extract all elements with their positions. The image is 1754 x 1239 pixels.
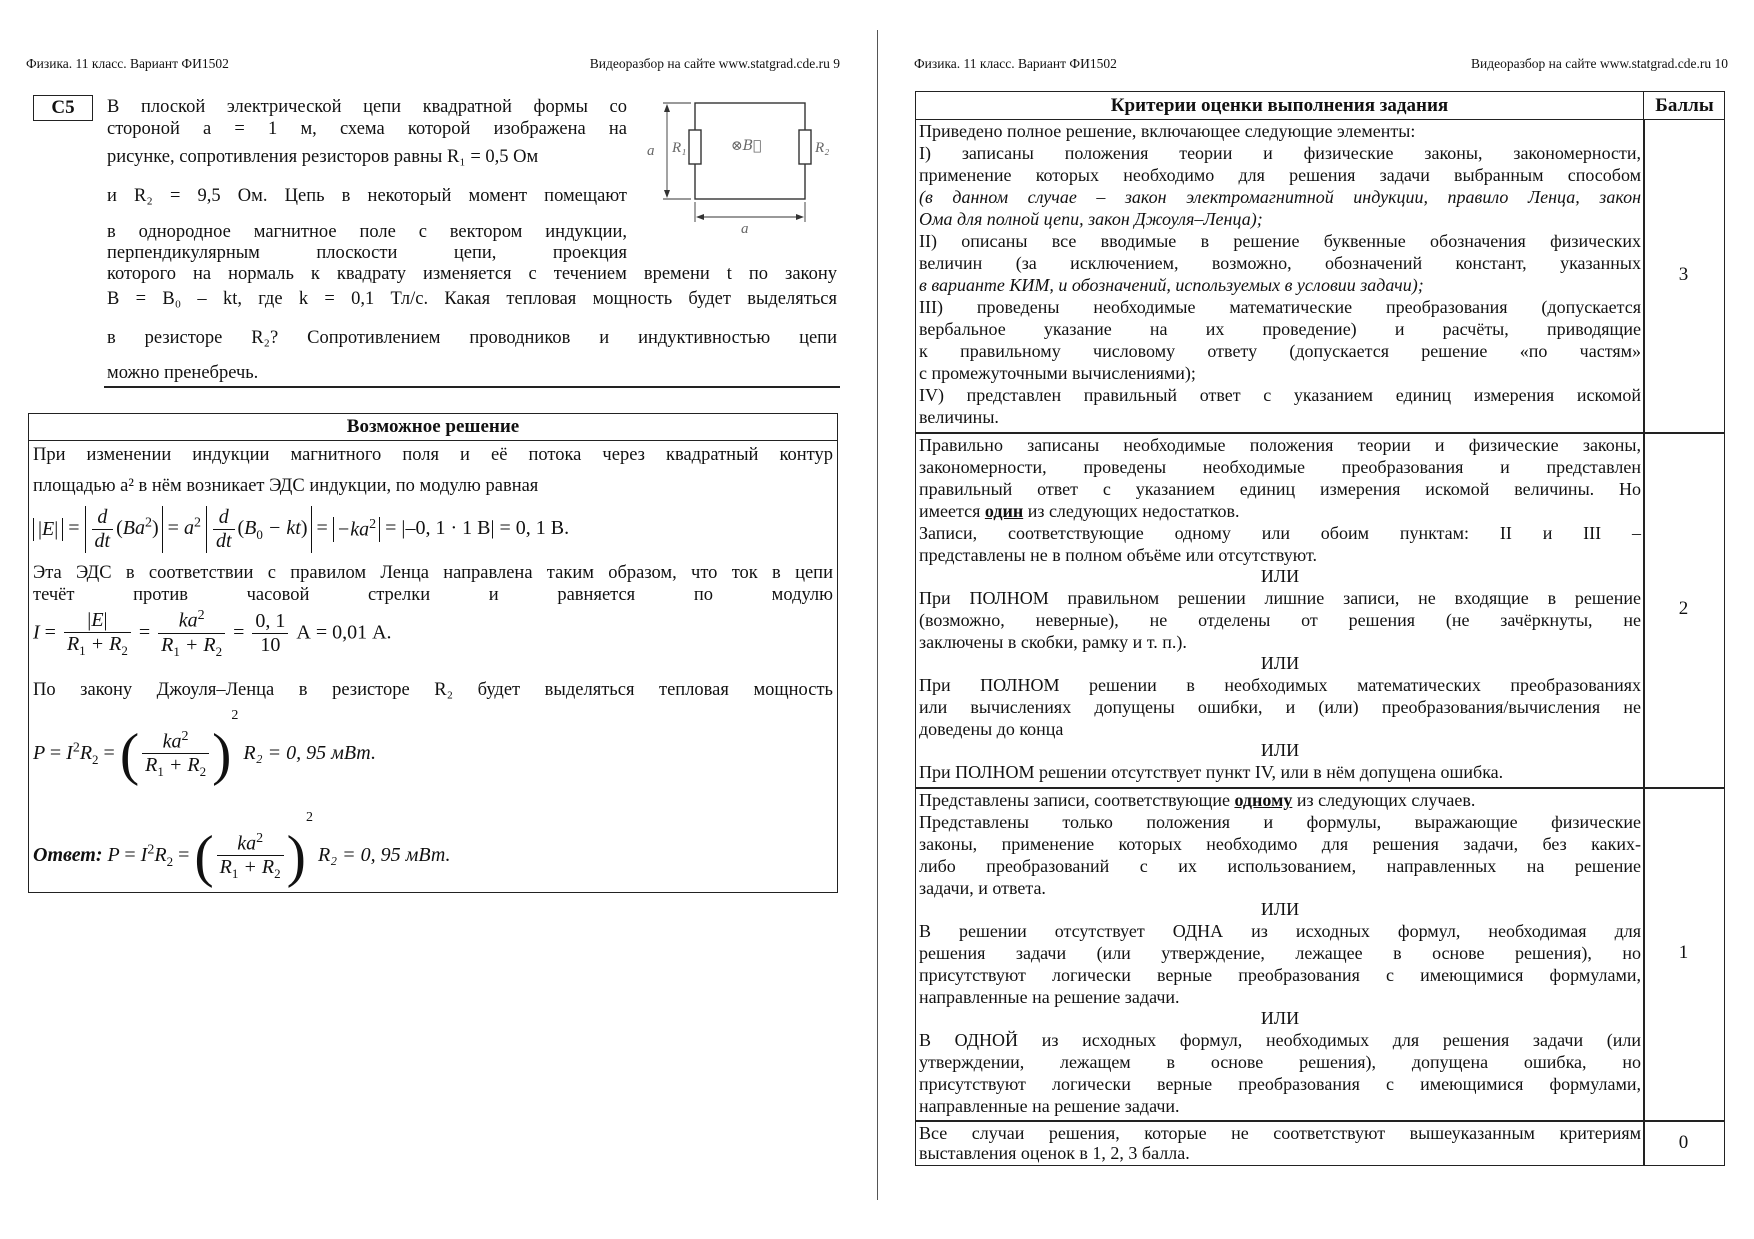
power-formula: $P = I^2R_2$ = ( $\frac{ka^2}{R_1 + R_2}$ )$^2$ R₂ = 0, 95 мВт. [33, 708, 376, 787]
answer-formula: Ответ: $P = I^2R_2$ = ( $\frac{ka^2}{R_1 + R_2}$ )$^2$ R₂ = 0, 95 мВт. [33, 810, 451, 889]
row-divider [916, 432, 1724, 434]
criteria-row-2-line: При ПОЛНОМ решении отсутствует пункт IV, или в нём допущена ошибка. [919, 762, 1504, 782]
emf-result: = |–0, 1 · 1 В| = 0, 1 В. [385, 517, 570, 540]
criteria-row-2-line: заключены в скобки, рамку и т. п.). [919, 632, 1187, 652]
solution-line-5: По закону Джоуля–Ленца в резисторе R₂ будет выделяться тепловая мощность [33, 680, 833, 700]
criteria-row-2-line: доведены до конца [919, 719, 1064, 739]
criteria-row-3-line: III) проведены необходимые математические преобразования (допускается [919, 297, 1641, 317]
solution-line-2: площадью a² в нём возникает ЭДС индукции, по модулю равная [33, 476, 539, 496]
criteria-row-1-line: В решении отсутствует ОДНА из исходных формул, необходимая для [919, 921, 1641, 941]
task-line-4: и R₂ = 9,5 Ом. Цепь в некоторый момент помещают [107, 186, 627, 206]
criteria-row-1-line: направленные на решение задачи. [919, 987, 1180, 1007]
label-b: ⊗B⃗ [731, 138, 762, 154]
task-label: С5 [33, 95, 93, 121]
score-3: 3 [1678, 264, 1689, 285]
or-separator: ИЛИ [1260, 1008, 1300, 1028]
left-header-title: Физика. 11 класс. Вариант ФИ1502 [26, 56, 229, 71]
label-a-bottom: a [741, 221, 749, 237]
criteria-row-1-line: законы, применение которых необходимо для решения задачи, без каких- [919, 834, 1641, 854]
criteria-row-2-line: При ПОЛНОМ решении в необходимых математических преобразованиях [919, 675, 1641, 695]
criteria-row-2-line: имеется один из следующих недостатков. [919, 501, 1240, 521]
criteria-row-3-line: (в данном случае – закон электромагнитной индукции, правило Ленца, закон [919, 187, 1641, 207]
current-result: А = 0,01 А. [296, 621, 392, 644]
criteria-row-1-line: решения задачи (или утверждение, лежащее в основе решения), но [919, 943, 1641, 963]
criteria-row-2-line: (возможно, неверные), не отделены от решения (не зачёркнуты, не [919, 610, 1641, 630]
criteria-row-1-line: Представлены записи, соответствующие одному из следующих случаев. [919, 790, 1476, 810]
criteria-row-1-line: присутствуют логически верные преобразования с имеющимися формулами, [919, 965, 1641, 985]
emf-formula: |E| = $\frac{d}{dt}$ $(Ba^2) = a^2$ $\frac{d}{dt}$ $(B_0 - kt) = -ka^2 = |-0$, 1 · 1 В| = 0, 1 В. [33, 506, 569, 553]
right-header-site: Видеоразбор на сайте www.statgrad.cde.ru 10 [1471, 56, 1728, 71]
criteria-row-2-line: или вычислениях допущены ошибки, и (или) преобразования/вычисления не [919, 697, 1641, 717]
task-line-8: B = B₀ – kt, где k = 0,1 Тл/с. Какая тепловая мощность будет выделяться [107, 289, 837, 309]
or-separator: ИЛИ [1260, 740, 1300, 760]
current-denominator: 10 [260, 634, 281, 657]
solution-title: Возможное решение [29, 414, 837, 441]
resistor-r1 [689, 130, 701, 164]
criteria-row-3-line: IV) представлен правильный ответ с указанием единиц измерения искомой [919, 385, 1641, 405]
task-line-6: перпендикулярным плоскости цепи, проекция [107, 243, 627, 263]
criteria-row-3-line: величины. [919, 407, 999, 427]
answer-result: R₂ = 0, 95 мВт. [317, 844, 451, 866]
resistor-r2 [799, 130, 811, 164]
criteria-row-1-line: Представлены только положения и формулы, выражающие физические [919, 812, 1641, 832]
criteria-row-0-line: выставления оценок в 1, 2, 3 балла. [919, 1143, 1190, 1163]
criteria-row-0-line: Все случаи решения, которые не соответствуют вышеуказанным критериям [919, 1123, 1641, 1143]
criteria-row-2-line: Правильно записаны необходимые положения теории и физические законы, [919, 435, 1641, 455]
criteria-row-3-line: применение которых необходимо для решения задачи выбранным способом [919, 165, 1641, 185]
solution-box [28, 413, 838, 893]
criteria-row-3-line: Ома для полной цепи, закон Джоуля–Ленца); [919, 209, 1263, 229]
answer-label: Ответ: [33, 844, 103, 866]
criteria-row-3-line: в варианте КИМ, и обозначений, используемых в условии задачи); [919, 275, 1424, 295]
power-result: R₂ = 0, 95 мВт. [243, 742, 376, 764]
score-column-header: Баллы [1643, 92, 1725, 119]
circuit-diagram [645, 92, 830, 237]
criteria-row-2-line: закономерности, проведены необходимые преобразования и представлен [919, 457, 1641, 477]
label-a-side: a [647, 143, 655, 159]
or-separator: ИЛИ [1260, 899, 1300, 919]
emphasis-one: один [984, 501, 1024, 521]
criteria-row-3-line: II) описаны все вводимые в решение буквенные обозначения физических [919, 231, 1641, 251]
right-header-title: Физика. 11 класс. Вариант ФИ1502 [914, 56, 1117, 71]
criteria-row-1-line: присутствуют логически верные преобразования с имеющимися формулами, [919, 1074, 1641, 1094]
page-divider [877, 30, 878, 1200]
criteria-table [915, 91, 1725, 1166]
row-divider [916, 787, 1724, 789]
task-line-7: которого на нормаль к квадрату изменяется с течением времени t по закону [107, 264, 837, 284]
criteria-row-2-line: представлены не в полном объёме или отсутствуют. [919, 545, 1318, 565]
criteria-row-2-line: При ПОЛНОМ правильном решении лишние записи, не входящие в решение [919, 588, 1641, 608]
solution-line-4: течёт против часовой стрелки и равняется по модулю [33, 585, 833, 605]
current-numerator: 0, 1 [252, 610, 288, 634]
task-line-9: в резисторе R₂? Сопротивлением проводников и индуктивностью цепи [107, 328, 837, 348]
left-page [0, 0, 876, 1239]
task-underline [104, 386, 840, 388]
left-header-site: Видеоразбор на сайте www.statgrad.cde.ru 9 [589, 56, 840, 71]
criteria-row-3-line: вербальное указание на их проведение) и расчёты, приводящие [919, 319, 1641, 339]
criteria-row-1-line: утверждении, лежащем в основе решения), допущена ошибка, но [919, 1052, 1641, 1072]
criteria-row-1-line: направленные на решение задачи. [919, 1096, 1180, 1116]
or-separator: ИЛИ [1260, 566, 1300, 586]
current-formula: I = $\frac{|E|}{R_1 + R_2}$ = $\frac{ka^2}{R_1 + R_2}$ = $\frac{0, 1}{10}$ А = 0,01 А. [33, 608, 392, 659]
criteria-column-header: Критерии оценки выполнения задания [1110, 95, 1449, 116]
criteria-row-2-line: правильный ответ с указанием единиц измерения искомой величины. Но [919, 479, 1641, 499]
criteria-row-2-line: Записи, соответствующие одному или обоим пунктам: II и III – [919, 523, 1641, 543]
criteria-row-3-line: к правильному числовому ответу (допускается решение «по частям» [919, 341, 1641, 361]
criteria-row-1-line: либо преобразований с их использованием, направленных на решение [919, 856, 1641, 876]
score-1: 1 [1678, 942, 1689, 963]
task-line-1: В плоской электрической цепи квадратной формы со [107, 97, 627, 117]
task-line-2: стороной a = 1 м, схема которой изображена на [107, 119, 627, 139]
criteria-row-1-line: задачи, и ответа. [919, 878, 1046, 898]
score-2: 2 [1678, 598, 1689, 619]
criteria-row-3-line: величин (за исключением, возможно, обозначений констант, указанных [919, 253, 1641, 273]
task-line-5: в однородное магнитное поле с вектором индукции, [107, 222, 627, 242]
or-separator: ИЛИ [1260, 653, 1300, 673]
criteria-table-header [916, 92, 1724, 120]
score-0: 0 [1678, 1132, 1689, 1153]
emphasis-one: одному [1234, 790, 1293, 810]
task-line-3: рисунке, сопротивления резисторов равны R₁ = 0,5 Ом [107, 147, 539, 167]
label-r1: R₁ [672, 140, 687, 156]
criteria-row-3-line: с промежуточными вычислениями); [919, 363, 1196, 383]
criteria-row-1-line: В ОДНОЙ из исходных формул, необходимых для решения задачи (или [919, 1030, 1641, 1050]
criteria-row-3-line: Приведено полное решение, включающее следующие элементы: [919, 121, 1416, 141]
label-r2: R₂ [815, 140, 830, 156]
solution-line-3: Эта ЭДС в соответствии с правилом Ленца направлена таким образом, что ток в цепи [33, 563, 833, 583]
row-divider [916, 1120, 1724, 1122]
solution-line-1: При изменении индукции магнитного поля и её потока через квадратный контур [33, 445, 833, 465]
task-line-10: можно пренебречь. [107, 363, 259, 383]
criteria-row-3-line: I) записаны положения теории и физические законы, закономерности, [919, 143, 1641, 163]
